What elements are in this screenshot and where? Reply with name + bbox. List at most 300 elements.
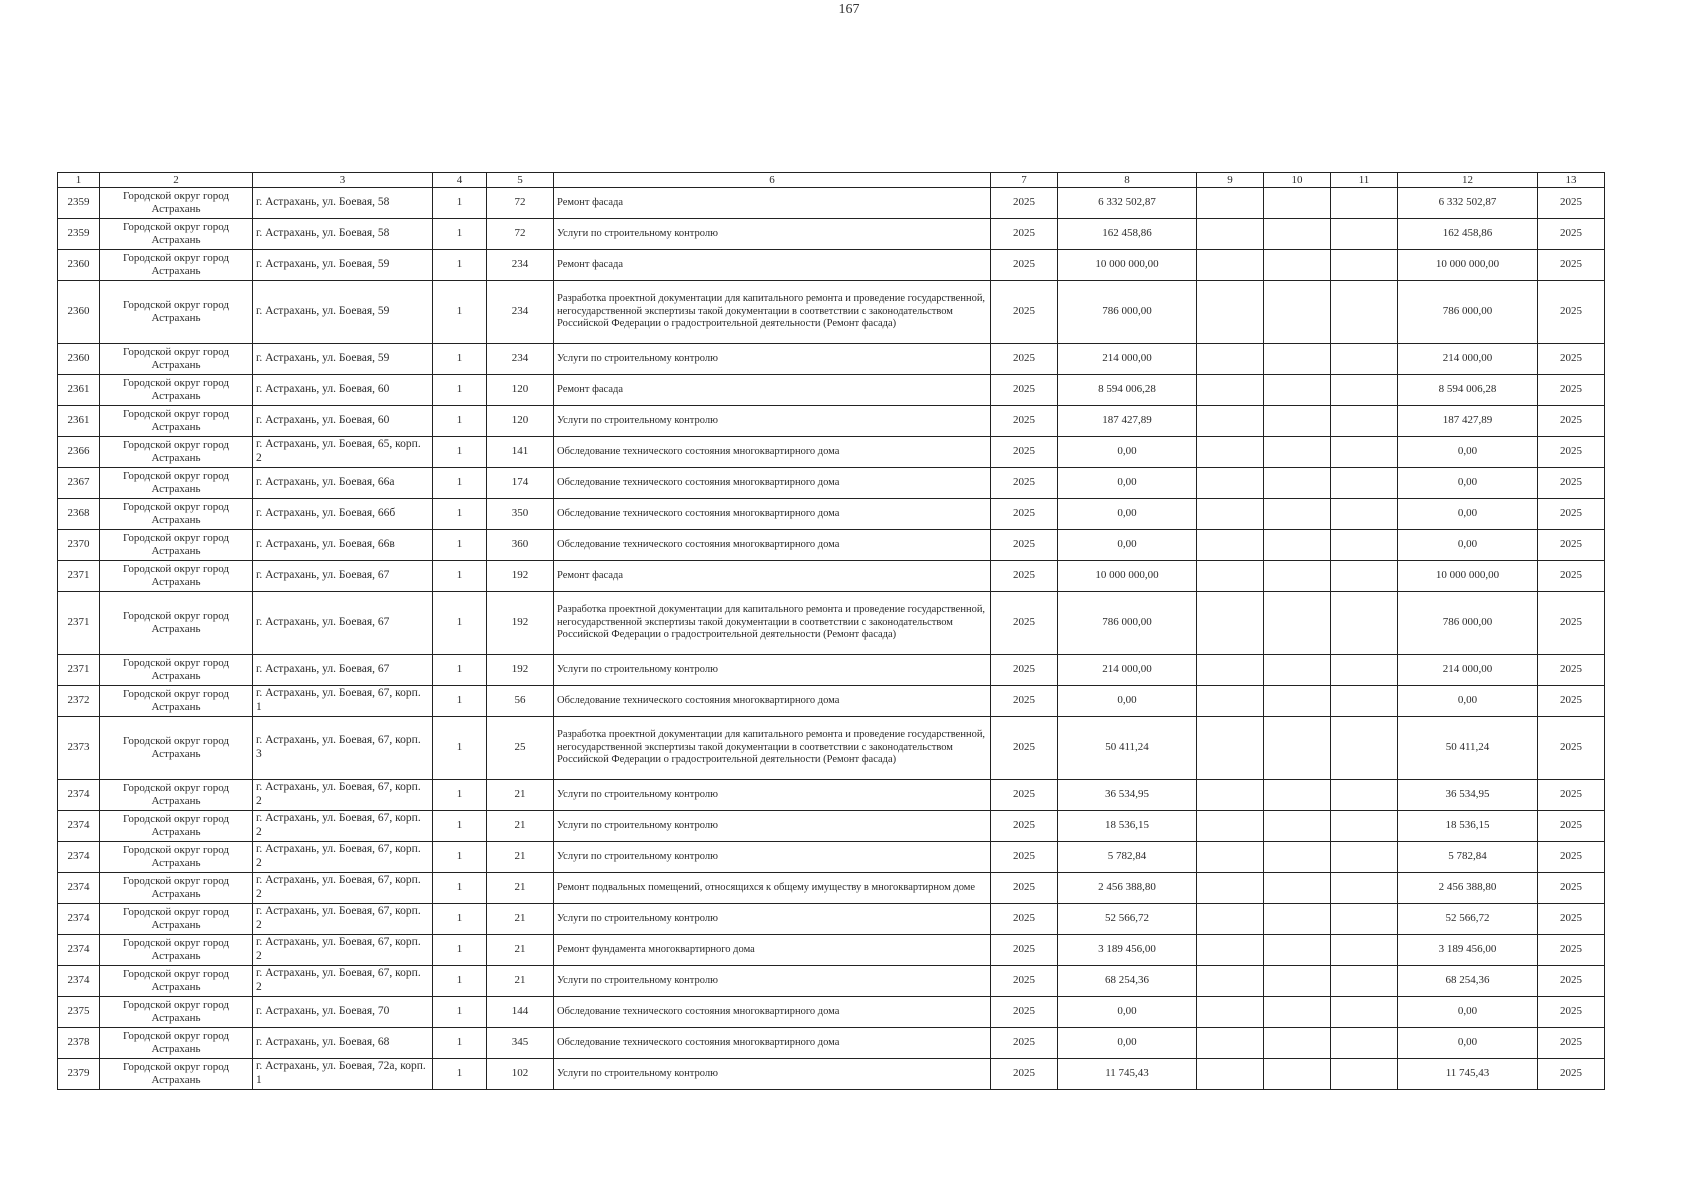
address-cell: г. Астрахань, ул. Боевая, 60 <box>253 406 433 437</box>
address-cell: г. Астрахань, ул. Боевая, 67, корп. 2 <box>253 966 433 997</box>
year-cell: 2025 <box>991 250 1058 281</box>
col5-cell: 345 <box>487 1028 554 1059</box>
year-cell: 2025 <box>991 873 1058 904</box>
table-row <box>58 935 1605 966</box>
year-cell: 2025 <box>991 842 1058 873</box>
end-year-cell: 2025 <box>1538 873 1605 904</box>
table-row <box>58 219 1605 250</box>
row-number-cell: 2379 <box>58 1059 100 1090</box>
work-type-cell: Ремонт фасада <box>554 250 991 281</box>
cost-cell: 8 594 006,28 <box>1058 375 1197 406</box>
col10-cell <box>1264 250 1331 281</box>
col11-cell <box>1331 811 1398 842</box>
col10-cell <box>1264 686 1331 717</box>
table-row <box>58 530 1605 561</box>
row-number-cell: 2378 <box>58 1028 100 1059</box>
col10-cell <box>1264 344 1331 375</box>
col10-cell <box>1264 281 1331 344</box>
col11-cell <box>1331 717 1398 780</box>
end-year-cell: 2025 <box>1538 1059 1605 1090</box>
row-number-cell: 2374 <box>58 780 100 811</box>
table-row <box>58 281 1605 344</box>
table-row <box>58 1059 1605 1090</box>
col5-cell: 72 <box>487 219 554 250</box>
end-year-cell: 2025 <box>1538 780 1605 811</box>
address-cell: г. Астрахань, ул. Боевая, 67 <box>253 592 433 655</box>
col10-cell <box>1264 1059 1331 1090</box>
col10-cell <box>1264 935 1331 966</box>
col10-cell <box>1264 811 1331 842</box>
column-header: 1 <box>58 173 100 188</box>
work-type-cell: Обследование технического состояния многоквартирного дома <box>554 468 991 499</box>
municipality-cell: Городской округ город Астрахань <box>100 250 253 281</box>
table-row <box>58 188 1605 219</box>
municipality-cell: Городской округ город Астрахань <box>100 842 253 873</box>
col10-cell <box>1264 592 1331 655</box>
row-number-cell: 2360 <box>58 250 100 281</box>
address-cell: г. Астрахань, ул. Боевая, 68 <box>253 1028 433 1059</box>
cost-total-cell: 3 189 456,00 <box>1398 935 1538 966</box>
col10-cell <box>1264 873 1331 904</box>
end-year-cell: 2025 <box>1538 344 1605 375</box>
col10-cell <box>1264 842 1331 873</box>
end-year-cell: 2025 <box>1538 499 1605 530</box>
col11-cell <box>1331 655 1398 686</box>
year-cell: 2025 <box>991 592 1058 655</box>
table-row <box>58 406 1605 437</box>
col9-cell <box>1197 375 1264 406</box>
cost-cell: 36 534,95 <box>1058 780 1197 811</box>
row-number-cell: 2371 <box>58 592 100 655</box>
row-number-cell: 2372 <box>58 686 100 717</box>
year-cell: 2025 <box>991 281 1058 344</box>
year-cell: 2025 <box>991 966 1058 997</box>
work-type-cell: Услуги по строительному контролю <box>554 811 991 842</box>
address-cell: г. Астрахань, ул. Боевая, 67 <box>253 561 433 592</box>
year-cell: 2025 <box>991 1059 1058 1090</box>
col4-cell: 1 <box>433 406 487 437</box>
col11-cell <box>1331 780 1398 811</box>
col4-cell: 1 <box>433 375 487 406</box>
end-year-cell: 2025 <box>1538 904 1605 935</box>
col9-cell <box>1197 717 1264 780</box>
cost-cell: 786 000,00 <box>1058 281 1197 344</box>
col9-cell <box>1197 904 1264 935</box>
col5-cell: 234 <box>487 250 554 281</box>
col9-cell <box>1197 219 1264 250</box>
work-type-cell: Ремонт подвальных помещений, относящихся к общему имуществу в многоквартирном доме <box>554 873 991 904</box>
year-cell: 2025 <box>991 655 1058 686</box>
work-type-cell: Услуги по строительному контролю <box>554 344 991 375</box>
col4-cell: 1 <box>433 530 487 561</box>
address-cell: г. Астрахань, ул. Боевая, 70 <box>253 997 433 1028</box>
cost-total-cell: 0,00 <box>1398 530 1538 561</box>
address-cell: г. Астрахань, ул. Боевая, 59 <box>253 250 433 281</box>
cost-cell: 18 536,15 <box>1058 811 1197 842</box>
col11-cell <box>1331 561 1398 592</box>
end-year-cell: 2025 <box>1538 219 1605 250</box>
cost-cell: 52 566,72 <box>1058 904 1197 935</box>
cost-cell: 0,00 <box>1058 468 1197 499</box>
row-number-cell: 2374 <box>58 904 100 935</box>
col4-cell: 1 <box>433 997 487 1028</box>
col11-cell <box>1331 219 1398 250</box>
col9-cell <box>1197 437 1264 468</box>
work-type-cell: Обследование технического состояния многоквартирного дома <box>554 437 991 468</box>
data-table <box>57 172 1605 1090</box>
cost-cell: 214 000,00 <box>1058 655 1197 686</box>
table-row <box>58 717 1605 780</box>
cost-total-cell: 214 000,00 <box>1398 344 1538 375</box>
municipality-cell: Городской округ город Астрахань <box>100 592 253 655</box>
year-cell: 2025 <box>991 406 1058 437</box>
col4-cell: 1 <box>433 655 487 686</box>
col10-cell <box>1264 780 1331 811</box>
col5-cell: 21 <box>487 904 554 935</box>
cost-cell: 187 427,89 <box>1058 406 1197 437</box>
municipality-cell: Городской округ город Астрахань <box>100 904 253 935</box>
address-cell: г. Астрахань, ул. Боевая, 67, корп. 2 <box>253 842 433 873</box>
cost-cell: 0,00 <box>1058 499 1197 530</box>
cost-cell: 214 000,00 <box>1058 344 1197 375</box>
work-type-cell: Услуги по строительному контролю <box>554 780 991 811</box>
col4-cell: 1 <box>433 281 487 344</box>
work-type-cell: Обследование технического состояния многоквартирного дома <box>554 530 991 561</box>
end-year-cell: 2025 <box>1538 561 1605 592</box>
municipality-cell: Городской округ город Астрахань <box>100 281 253 344</box>
col5-cell: 144 <box>487 997 554 1028</box>
col4-cell: 1 <box>433 811 487 842</box>
table-row <box>58 997 1605 1028</box>
col9-cell <box>1197 344 1264 375</box>
table-row <box>58 780 1605 811</box>
row-number-cell: 2361 <box>58 406 100 437</box>
col4-cell: 1 <box>433 344 487 375</box>
municipality-cell: Городской округ город Астрахань <box>100 188 253 219</box>
col11-cell <box>1331 344 1398 375</box>
row-number-cell: 2359 <box>58 219 100 250</box>
year-cell: 2025 <box>991 468 1058 499</box>
col10-cell <box>1264 437 1331 468</box>
col5-cell: 234 <box>487 344 554 375</box>
year-cell: 2025 <box>991 530 1058 561</box>
col4-cell: 1 <box>433 966 487 997</box>
municipality-cell: Городской округ город Астрахань <box>100 561 253 592</box>
row-number-cell: 2374 <box>58 873 100 904</box>
work-type-cell: Разработка проектной документации для капитального ремонта и проведение государственной, негосударственной экспертизы такой документации в соответствии с законодательством Российской Федерации о градостроительной деятельности (Ремонт фасада) <box>554 281 991 344</box>
col5-cell: 360 <box>487 530 554 561</box>
col9-cell <box>1197 1059 1264 1090</box>
year-cell: 2025 <box>991 219 1058 250</box>
municipality-cell: Городской округ город Астрахань <box>100 780 253 811</box>
col11-cell <box>1331 281 1398 344</box>
col5-cell: 120 <box>487 375 554 406</box>
end-year-cell: 2025 <box>1538 437 1605 468</box>
col10-cell <box>1264 655 1331 686</box>
cost-total-cell: 6 332 502,87 <box>1398 188 1538 219</box>
cost-cell: 0,00 <box>1058 686 1197 717</box>
municipality-cell: Городской округ город Астрахань <box>100 997 253 1028</box>
row-number-cell: 2371 <box>58 561 100 592</box>
col9-cell <box>1197 468 1264 499</box>
table-row <box>58 904 1605 935</box>
cost-total-cell: 0,00 <box>1398 468 1538 499</box>
col5-cell: 21 <box>487 780 554 811</box>
cost-cell: 10 000 000,00 <box>1058 561 1197 592</box>
col5-cell: 141 <box>487 437 554 468</box>
municipality-cell: Городской округ город Астрахань <box>100 935 253 966</box>
col5-cell: 192 <box>487 561 554 592</box>
end-year-cell: 2025 <box>1538 530 1605 561</box>
cost-total-cell: 18 536,15 <box>1398 811 1538 842</box>
table-row <box>58 811 1605 842</box>
col9-cell <box>1197 655 1264 686</box>
col11-cell <box>1331 686 1398 717</box>
col10-cell <box>1264 406 1331 437</box>
col4-cell: 1 <box>433 188 487 219</box>
col10-cell <box>1264 530 1331 561</box>
end-year-cell: 2025 <box>1538 842 1605 873</box>
col9-cell <box>1197 873 1264 904</box>
col11-cell <box>1331 250 1398 281</box>
address-cell: г. Астрахань, ул. Боевая, 66в <box>253 530 433 561</box>
col4-cell: 1 <box>433 686 487 717</box>
end-year-cell: 2025 <box>1538 1028 1605 1059</box>
column-header: 6 <box>554 173 991 188</box>
cost-total-cell: 10 000 000,00 <box>1398 561 1538 592</box>
municipality-cell: Городской округ город Астрахань <box>100 966 253 997</box>
year-cell: 2025 <box>991 904 1058 935</box>
cost-total-cell: 786 000,00 <box>1398 281 1538 344</box>
row-number-cell: 2360 <box>58 281 100 344</box>
col9-cell <box>1197 499 1264 530</box>
col5-cell: 25 <box>487 717 554 780</box>
end-year-cell: 2025 <box>1538 375 1605 406</box>
cost-total-cell: 2 456 388,80 <box>1398 873 1538 904</box>
municipality-cell: Городской округ город Астрахань <box>100 468 253 499</box>
col11-cell <box>1331 592 1398 655</box>
col10-cell <box>1264 561 1331 592</box>
col5-cell: 192 <box>487 655 554 686</box>
municipality-cell: Городской округ город Астрахань <box>100 437 253 468</box>
col4-cell: 1 <box>433 592 487 655</box>
year-cell: 2025 <box>991 935 1058 966</box>
table-row <box>58 686 1605 717</box>
end-year-cell: 2025 <box>1538 592 1605 655</box>
column-header: 13 <box>1538 173 1605 188</box>
col5-cell: 21 <box>487 811 554 842</box>
table-row <box>58 344 1605 375</box>
col11-cell <box>1331 375 1398 406</box>
col10-cell <box>1264 966 1331 997</box>
municipality-cell: Городской округ город Астрахань <box>100 686 253 717</box>
work-type-cell: Разработка проектной документации для капитального ремонта и проведение государственной, негосударственной экспертизы такой документации в соответствии с законодательством Российской Федерации о градостроительной деятельности (Ремонт фасада) <box>554 592 991 655</box>
cost-cell: 11 745,43 <box>1058 1059 1197 1090</box>
table-row <box>58 250 1605 281</box>
row-number-cell: 2374 <box>58 966 100 997</box>
year-cell: 2025 <box>991 561 1058 592</box>
cost-cell: 10 000 000,00 <box>1058 250 1197 281</box>
year-cell: 2025 <box>991 344 1058 375</box>
cost-cell: 162 458,86 <box>1058 219 1197 250</box>
cost-total-cell: 10 000 000,00 <box>1398 250 1538 281</box>
year-cell: 2025 <box>991 1028 1058 1059</box>
col11-cell <box>1331 842 1398 873</box>
col11-cell <box>1331 904 1398 935</box>
col11-cell <box>1331 1059 1398 1090</box>
column-number-row <box>58 173 1605 188</box>
year-cell: 2025 <box>991 499 1058 530</box>
column-header: 4 <box>433 173 487 188</box>
address-cell: г. Астрахань, ул. Боевая, 67, корп. 2 <box>253 811 433 842</box>
end-year-cell: 2025 <box>1538 997 1605 1028</box>
work-type-cell: Ремонт фасада <box>554 561 991 592</box>
table-row <box>58 437 1605 468</box>
col5-cell: 21 <box>487 842 554 873</box>
year-cell: 2025 <box>991 437 1058 468</box>
municipality-cell: Городской округ город Астрахань <box>100 375 253 406</box>
address-cell: г. Астрахань, ул. Боевая, 67, корп. 2 <box>253 935 433 966</box>
address-cell: г. Астрахань, ул. Боевая, 67, корп. 2 <box>253 780 433 811</box>
col5-cell: 234 <box>487 281 554 344</box>
end-year-cell: 2025 <box>1538 717 1605 780</box>
address-cell: г. Астрахань, ул. Боевая, 72а, корп. 1 <box>253 1059 433 1090</box>
end-year-cell: 2025 <box>1538 935 1605 966</box>
address-cell: г. Астрахань, ул. Боевая, 58 <box>253 188 433 219</box>
municipality-cell: Городской округ город Астрахань <box>100 406 253 437</box>
cost-cell: 3 189 456,00 <box>1058 935 1197 966</box>
municipality-cell: Городской округ город Астрахань <box>100 344 253 375</box>
work-type-cell: Ремонт фасада <box>554 188 991 219</box>
row-number-cell: 2359 <box>58 188 100 219</box>
col4-cell: 1 <box>433 499 487 530</box>
work-type-cell: Услуги по строительному контролю <box>554 219 991 250</box>
row-number-cell: 2361 <box>58 375 100 406</box>
row-number-cell: 2374 <box>58 842 100 873</box>
table-row <box>58 655 1605 686</box>
end-year-cell: 2025 <box>1538 250 1605 281</box>
row-number-cell: 2366 <box>58 437 100 468</box>
cost-total-cell: 0,00 <box>1398 997 1538 1028</box>
col11-cell <box>1331 873 1398 904</box>
col4-cell: 1 <box>433 437 487 468</box>
work-type-cell: Услуги по строительному контролю <box>554 842 991 873</box>
col4-cell: 1 <box>433 561 487 592</box>
col9-cell <box>1197 250 1264 281</box>
col4-cell: 1 <box>433 250 487 281</box>
row-number-cell: 2371 <box>58 655 100 686</box>
cost-total-cell: 0,00 <box>1398 1028 1538 1059</box>
col9-cell <box>1197 561 1264 592</box>
row-number-cell: 2367 <box>58 468 100 499</box>
end-year-cell: 2025 <box>1538 686 1605 717</box>
col11-cell <box>1331 406 1398 437</box>
address-cell: г. Астрахань, ул. Боевая, 67 <box>253 655 433 686</box>
table-row <box>58 842 1605 873</box>
col11-cell <box>1331 437 1398 468</box>
col11-cell <box>1331 188 1398 219</box>
col4-cell: 1 <box>433 935 487 966</box>
municipality-cell: Городской округ город Астрахань <box>100 655 253 686</box>
col5-cell: 120 <box>487 406 554 437</box>
year-cell: 2025 <box>991 717 1058 780</box>
col11-cell <box>1331 530 1398 561</box>
row-number-cell: 2375 <box>58 997 100 1028</box>
year-cell: 2025 <box>991 811 1058 842</box>
column-header: 12 <box>1398 173 1538 188</box>
col5-cell: 21 <box>487 873 554 904</box>
col10-cell <box>1264 219 1331 250</box>
municipality-cell: Городской округ город Астрахань <box>100 811 253 842</box>
cost-cell: 786 000,00 <box>1058 592 1197 655</box>
column-header: 11 <box>1331 173 1398 188</box>
col5-cell: 102 <box>487 1059 554 1090</box>
work-type-cell: Ремонт фасада <box>554 375 991 406</box>
municipality-cell: Городской округ город Астрахань <box>100 530 253 561</box>
col11-cell <box>1331 966 1398 997</box>
col11-cell <box>1331 997 1398 1028</box>
col9-cell <box>1197 188 1264 219</box>
cost-total-cell: 162 458,86 <box>1398 219 1538 250</box>
col11-cell <box>1331 468 1398 499</box>
work-type-cell: Услуги по строительному контролю <box>554 1059 991 1090</box>
cost-total-cell: 5 782,84 <box>1398 842 1538 873</box>
col9-cell <box>1197 966 1264 997</box>
cost-total-cell: 50 411,24 <box>1398 717 1538 780</box>
cost-total-cell: 8 594 006,28 <box>1398 375 1538 406</box>
municipality-cell: Городской округ город Астрахань <box>100 499 253 530</box>
table-row <box>58 966 1605 997</box>
address-cell: г. Астрахань, ул. Боевая, 60 <box>253 375 433 406</box>
municipality-cell: Городской округ город Астрахань <box>100 1059 253 1090</box>
work-type-cell: Ремонт фундамента многоквартирного дома <box>554 935 991 966</box>
municipality-cell: Городской округ город Астрахань <box>100 1028 253 1059</box>
table-row <box>58 1028 1605 1059</box>
end-year-cell: 2025 <box>1538 966 1605 997</box>
cost-total-cell: 52 566,72 <box>1398 904 1538 935</box>
column-header: 3 <box>253 173 433 188</box>
work-type-cell: Услуги по строительному контролю <box>554 406 991 437</box>
col10-cell <box>1264 904 1331 935</box>
year-cell: 2025 <box>991 375 1058 406</box>
col10-cell <box>1264 717 1331 780</box>
table-row <box>58 375 1605 406</box>
cost-total-cell: 214 000,00 <box>1398 655 1538 686</box>
year-cell: 2025 <box>991 188 1058 219</box>
cost-cell: 68 254,36 <box>1058 966 1197 997</box>
col9-cell <box>1197 281 1264 344</box>
cost-total-cell: 0,00 <box>1398 686 1538 717</box>
col9-cell <box>1197 842 1264 873</box>
col5-cell: 350 <box>487 499 554 530</box>
cost-cell: 0,00 <box>1058 530 1197 561</box>
address-cell: г. Астрахань, ул. Боевая, 58 <box>253 219 433 250</box>
end-year-cell: 2025 <box>1538 281 1605 344</box>
column-header: 7 <box>991 173 1058 188</box>
col5-cell: 192 <box>487 592 554 655</box>
work-type-cell: Обследование технического состояния многоквартирного дома <box>554 499 991 530</box>
address-cell: г. Астрахань, ул. Боевая, 67, корп. 1 <box>253 686 433 717</box>
end-year-cell: 2025 <box>1538 655 1605 686</box>
cost-cell: 0,00 <box>1058 437 1197 468</box>
row-number-cell: 2368 <box>58 499 100 530</box>
page-number: 167 <box>838 2 860 17</box>
cost-total-cell: 11 745,43 <box>1398 1059 1538 1090</box>
col10-cell <box>1264 499 1331 530</box>
column-header: 5 <box>487 173 554 188</box>
column-header: 8 <box>1058 173 1197 188</box>
col4-cell: 1 <box>433 873 487 904</box>
